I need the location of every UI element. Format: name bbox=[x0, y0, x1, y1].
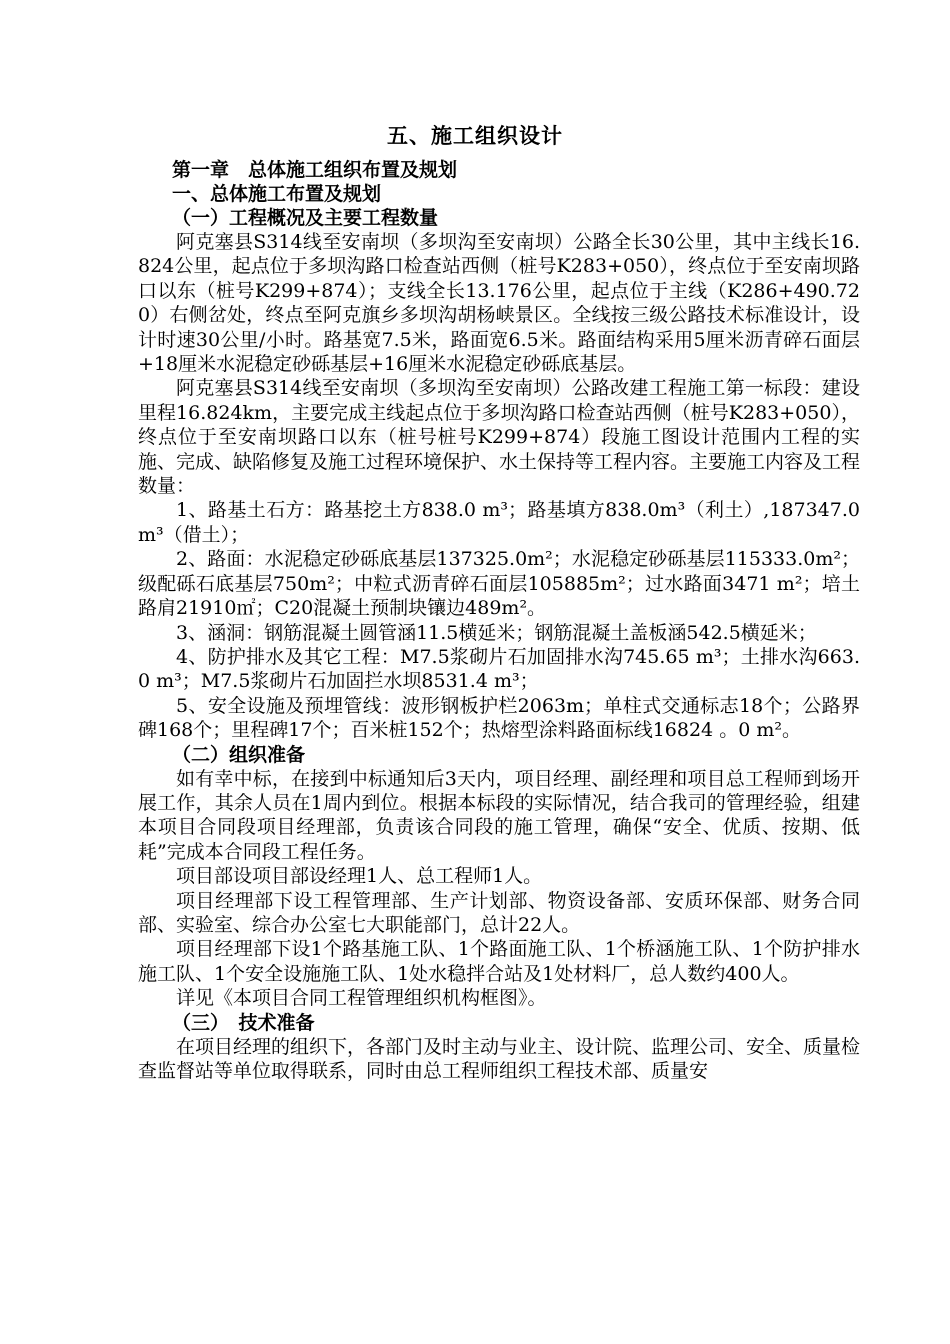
paragraph-departments: 项目经理部下设工程管理部、生产计划部、物资设备部、安质环保部、财务合同部、实验室、综合办公室七大职能部门，总计22人。 bbox=[138, 889, 860, 936]
paragraph-technical-prep: 在项目经理的组织下，各部门及时主动与业主、设计院、监理公司、安全、质量检查监督站等单位取得联系，同时由总工程师组织工程技术部、质量安 bbox=[138, 1035, 861, 1082]
paragraph-org-chart-reference: 详见《本项目合同工程管理组织机构框图》。 bbox=[176, 987, 547, 1010]
paragraph-management-staff: 项目部设项目部设经理1人、总工程师1人。 bbox=[176, 865, 543, 888]
list-item-safety-facilities: 5、安全设施及预埋管线：波形钢板护栏2063m；单柱式交通标志18个；公路界碑168个；里程碑17个；百米桩152个；热熔型涂料路面标线16824 。0 m²。 bbox=[138, 694, 860, 742]
paragraph-organization-prep: 如有幸中标，在接到中标通知后3天内，项目经理、副经理和项目总工程师到场开展工作，其余人员在1周内到位。根据本标段的实际情况，结合我司的管理经验，组建本项目合同段项目经理部，负责该合同段的施工管理，确保“安全、优质、按期、低耗”完成本合同段工程任务。 bbox=[138, 767, 860, 863]
subsection-heading-organization: （二）组织准备 bbox=[172, 743, 306, 766]
document-body bbox=[138, 158, 860, 1083]
list-item-drainage: 4、防护排水及其它工程：M7.5浆砌片石加固排水沟745.65 m³；土排水沟663.0 m³；M7.5浆砌片石加固拦水坝8531.4 m³； bbox=[138, 645, 860, 693]
paragraph-section-scope: 阿克塞县S314线至安南坝（多坝沟至安南坝）公路改建工程施工第一标段：建设里程16.824km，主要完成主线起点位于多坝沟路口检查站西侧（桩号K283+050），终点位于至安南坝路口以东（桩号桩号K299+874）段施工图设计范围内工程的实施、完成、缺陷修复及施工过程环境保护、水土保持等工程内容。主要施工内容及工程数量： bbox=[138, 377, 861, 498]
list-item-culverts: 3、涵洞：钢筋混凝土圆管涵11.5横延米；钢筋混凝土盖板涵542.5横延米； bbox=[176, 621, 817, 644]
subsection-heading-overview: （一）工程概况及主要工程数量 bbox=[172, 207, 439, 229]
document-title: 五、施工组织设计 bbox=[387, 124, 563, 148]
list-item-earthwork: 1、路基土石方：路基挖土方838.0 m³；路基填方838.0m³（利土）,187347.0 m³（借土）； bbox=[138, 499, 860, 546]
list-item-pavement: 2、路面：水泥稳定砂砾底基层137325.0m²；水泥稳定砂砾基层115333.0m²；级配砾石底基层750m²；中粒式沥青碎石面层105885m²；过水路面3471 m²；培土路肩21910㎡；C20混凝土预制块镶边489m²。 bbox=[138, 548, 860, 620]
paragraph-work-teams: 项目经理部下设1个路基施工队、1个路面施工队、1个桥涵施工队、1个防护排水施工队、1个安全设施施工队、1处水稳拌合站及1处材料厂，总人数约400人。 bbox=[138, 938, 860, 985]
section-heading: 一、总体施工布置及规划 bbox=[172, 183, 382, 205]
paragraph-project-overview: 阿克塞县S314线至安南坝（多坝沟至安南坝）公路全长30公里，其中主线长16.824公里，起点位于多坝沟路口检查站西侧（桩号K283+050），终点位于至安南坝路口以东（桩号K299+874）；支线全长13.176公里，起点位于主线（K286+490.720）右侧岔处，终点至阿克旗乡多坝沟胡杨峡景区。全线按三级公路技术标准设计，设计时速30公里/小时。路基宽7.5米，路面宽6.5米。路面结构采用5厘米沥青碎石面层+18厘米水泥稳定砂砾基层+16厘米水泥稳定砂砾底基层。 bbox=[138, 231, 860, 376]
subsection-heading-technical: （三） 技术准备 bbox=[172, 1011, 315, 1034]
chapter-heading: 第一章 总体施工组织布置及规划 bbox=[172, 159, 458, 181]
